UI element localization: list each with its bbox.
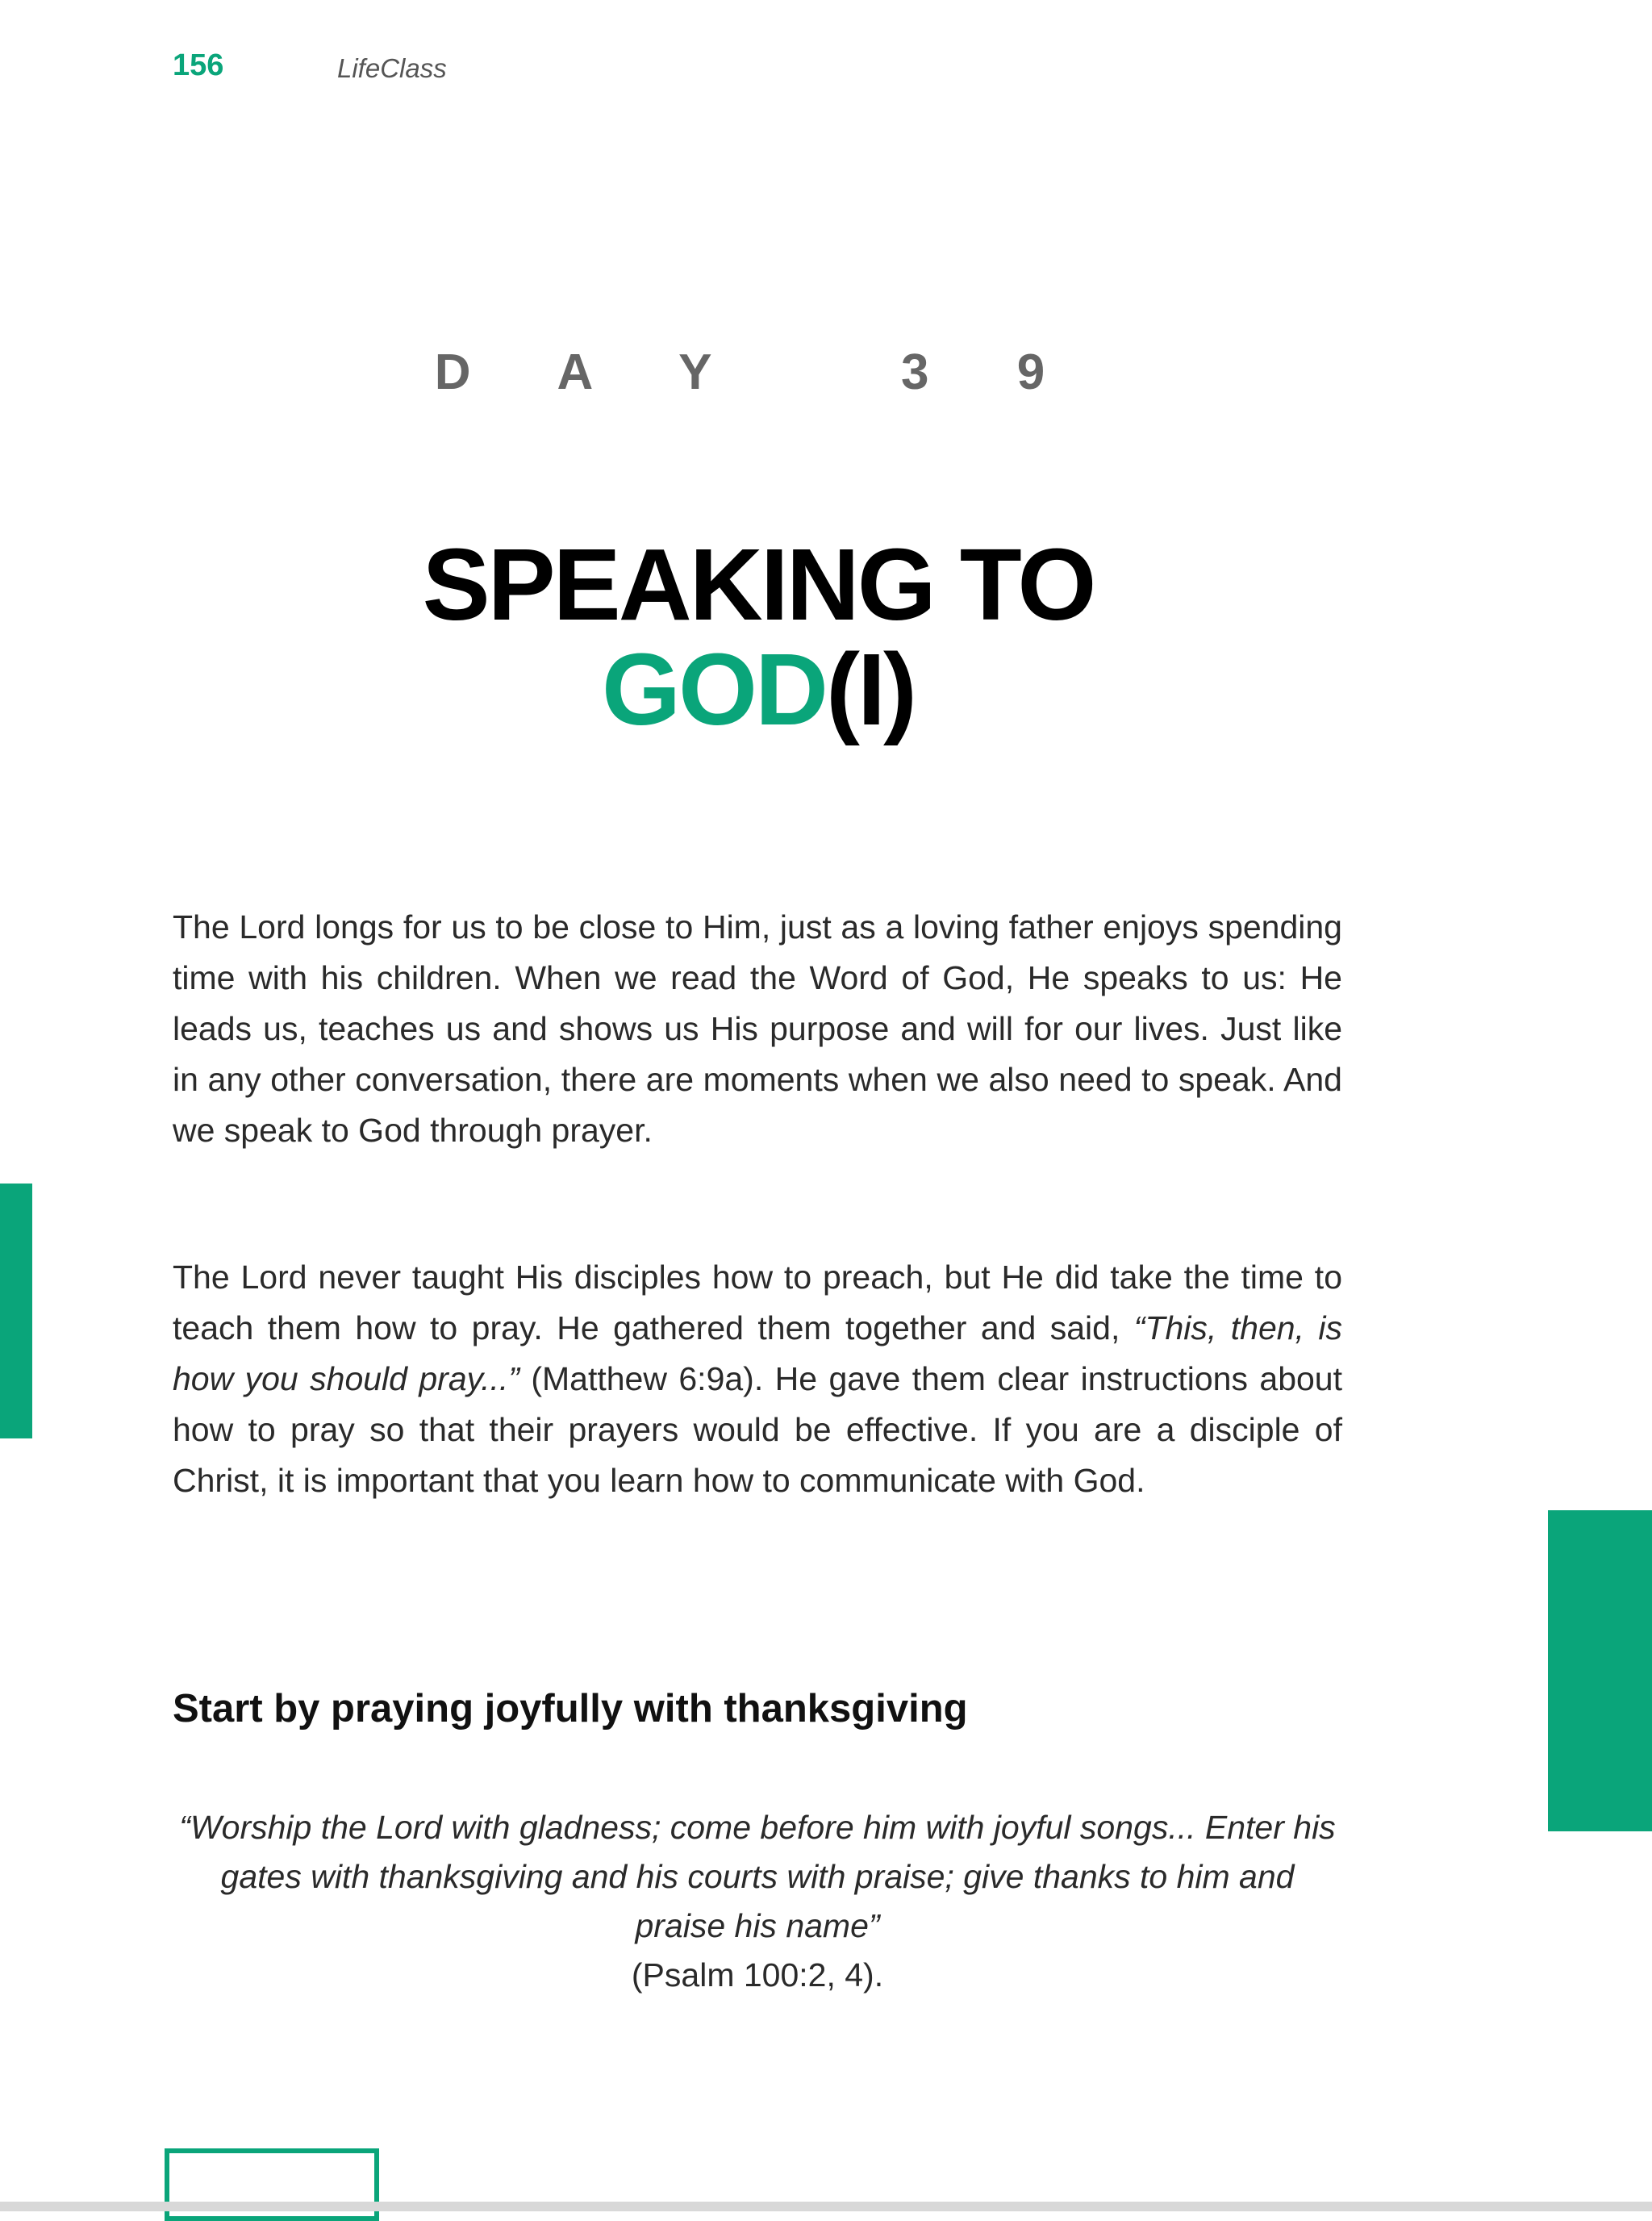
paragraph-2-text-end: (Matthew 6:9a). He gave them clear instructions about how to pray so that their prayers would be effective. If you are a disciple of Christ, it is important that you learn how to communicate with God. [173, 1360, 1343, 1499]
running-title: LifeClass [337, 53, 447, 83]
chapter-title-line1: SPEAKING TO [422, 528, 1095, 641]
left-edge-tab [0, 1184, 32, 1438]
chapter-title-part: (I) [826, 632, 915, 746]
bottom-edge-bar [0, 2202, 1652, 2211]
paragraph-2-text-start: The Lord never taught His disciples how to preach, but He did take the time to teach them how to pray. He gathered them together and said, [173, 1259, 1342, 1346]
section-heading: Start by praying joyfully with thanksgiving [173, 1687, 968, 1730]
page-number: 156 [173, 48, 224, 82]
body-paragraph-1: The Lord longs for us to be close to Him, just as a loving father enjoys spending time with his children. When we read the Word of God, He speaks to us: He leads us, teaches us and shows us His purpose and will for our lives. Just like in any other conversation, there are moments when we also need to speak. And we speak to God through prayer. [173, 908, 1342, 1149]
right-edge-tab [1548, 1510, 1652, 1831]
scripture-reference: (Psalm 100:2, 4). [631, 1956, 884, 1993]
inline-scripture-quote: “This, then, is how you should pray...” [173, 1309, 1342, 1397]
scripture-blockquote [173, 1803, 1342, 2000]
day-label: D A Y 3 9 [434, 344, 1083, 400]
chapter-title-accent: GOD [602, 632, 827, 746]
body-paragraph-2 [173, 1252, 1342, 1506]
chapter-title [0, 528, 1516, 746]
scripture-quote-text: “Worship the Lord with gladness; come before him with joyful songs... Enter his gates with thanksgiving and his courts with praise; give thanks to him and praise his name” [179, 1809, 1336, 1944]
chapter-title-line2 [0, 632, 1516, 746]
